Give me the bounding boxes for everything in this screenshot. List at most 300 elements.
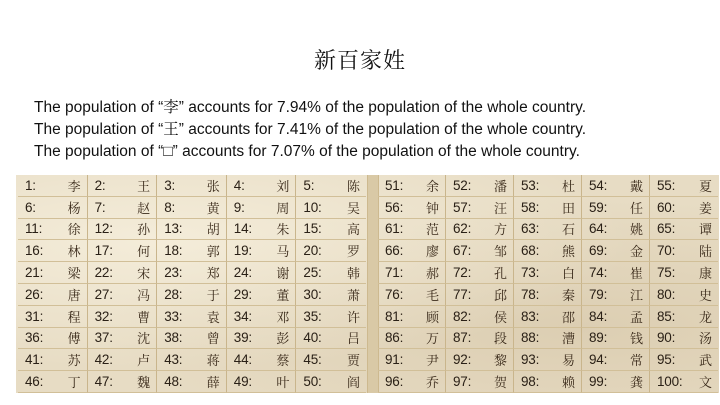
rank-number: 62: — [453, 221, 472, 237]
surname-cell — [88, 240, 158, 262]
surname-cell — [582, 262, 650, 284]
rank-number: 70: — [657, 243, 676, 259]
surname-character: 孙 — [137, 223, 151, 239]
rank-number: 42: — [94, 352, 113, 368]
rank-number: 90: — [657, 330, 676, 346]
surname-character: 吕 — [346, 332, 360, 348]
rank-number: 43: — [164, 352, 183, 368]
surname-character: 刘 — [276, 179, 290, 195]
rank-number: 89: — [589, 330, 608, 346]
surname-character: 崔 — [629, 267, 643, 283]
surname-character: 陈 — [346, 179, 360, 195]
rank-number: 72: — [453, 265, 472, 281]
surname-cell — [582, 349, 650, 371]
rank-number: 69: — [589, 243, 608, 259]
surname-cell — [157, 219, 227, 241]
surname-cell — [227, 240, 297, 262]
rank-number: 63: — [521, 221, 540, 237]
rank-number: 4: — [233, 177, 245, 193]
rank-number: 68: — [521, 243, 540, 259]
surname-character: 钱 — [629, 332, 643, 348]
surname-character: 宋 — [137, 267, 151, 283]
surname-cell — [157, 197, 227, 219]
rank-number: 58: — [521, 199, 540, 215]
surname-character: 胡 — [206, 223, 220, 239]
surname-cell — [378, 371, 446, 393]
surname-cell — [378, 328, 446, 350]
rank-number: 96: — [385, 374, 404, 390]
surname-cell — [650, 175, 718, 197]
surname-cell — [157, 371, 227, 393]
surname-character: 许 — [346, 310, 360, 326]
surname-character: 陆 — [698, 245, 712, 261]
page-title: 新百家姓 — [313, 49, 406, 74]
surname-cell — [378, 306, 446, 328]
rank-number: 53: — [521, 177, 540, 193]
surname-character: 马 — [276, 245, 290, 261]
surname-character: 高 — [346, 223, 360, 239]
surname-character: 程 — [67, 310, 81, 326]
rank-number: 95: — [657, 352, 676, 368]
surname-character: 白 — [561, 267, 575, 283]
rank-number: 78: — [521, 286, 540, 302]
surname-character: 易 — [561, 354, 575, 370]
surname-cell — [514, 175, 582, 197]
surname-cell — [582, 197, 650, 219]
surname-character: 薛 — [206, 376, 220, 392]
rank-number: 44: — [233, 352, 252, 368]
surname-character: 贾 — [346, 354, 360, 370]
surname-character: 于 — [206, 288, 220, 304]
statistics-text — [34, 97, 714, 163]
rank-number: 57: — [453, 199, 472, 215]
surname-cell — [227, 175, 297, 197]
surname-character: 杨 — [67, 201, 81, 217]
surname-cell — [88, 328, 158, 350]
surname-character: 姚 — [629, 223, 643, 239]
rank-number: 30: — [303, 286, 322, 302]
surname-cell — [650, 197, 718, 219]
surname-character: 袁 — [206, 310, 220, 326]
rank-number: 91: — [385, 352, 404, 368]
surname-cell — [446, 349, 514, 371]
rank-number: 21: — [25, 265, 44, 281]
surname-cell — [88, 262, 158, 284]
surname-cell — [88, 197, 158, 219]
surname-character: 唐 — [67, 288, 81, 304]
surname-cell — [514, 371, 582, 393]
surname-cell — [18, 328, 88, 350]
surname-cell — [227, 371, 297, 393]
rank-number: 11: — [25, 221, 43, 237]
surname-character: 段 — [493, 332, 507, 348]
surname-character: 范 — [425, 223, 439, 239]
surname-cell — [157, 328, 227, 350]
rank-number: 15: — [303, 221, 322, 237]
surname-cell — [582, 328, 650, 350]
rank-number: 25: — [303, 265, 322, 281]
surname-character: 漕 — [561, 332, 575, 348]
surname-character: 毛 — [425, 288, 439, 304]
rank-number: 94: — [589, 352, 608, 368]
rank-number: 88: — [521, 330, 540, 346]
surname-character: 万 — [425, 332, 439, 348]
surname-character: 江 — [629, 288, 643, 304]
surname-cell — [88, 306, 158, 328]
rank-number: 32: — [94, 308, 113, 324]
surname-cell — [378, 197, 446, 219]
surname-cell — [18, 371, 88, 393]
surname-character: 丁 — [67, 376, 81, 392]
rank-number: 86: — [385, 330, 404, 346]
surname-cell — [514, 328, 582, 350]
surname-cell — [18, 306, 88, 328]
surname-cell — [296, 197, 366, 219]
surname-cell — [446, 197, 514, 219]
rank-number: 12: — [94, 221, 113, 237]
surname-character: 彭 — [276, 332, 290, 348]
surname-cell — [650, 328, 718, 350]
rank-number: 33: — [164, 308, 183, 324]
rank-number: 2: — [94, 177, 106, 193]
rank-number: 50: — [303, 374, 322, 390]
surname-cell — [296, 306, 366, 328]
surname-character: 秦 — [561, 288, 575, 304]
rank-number: 24: — [233, 265, 252, 281]
statistic-line: The population of “李” accounts for 7.94% of the population of the whole country. — [34, 99, 587, 116]
surname-character: 蔡 — [276, 354, 290, 370]
surname-character: 谢 — [276, 267, 290, 283]
rank-number: 8: — [164, 199, 176, 215]
surname-cell — [296, 219, 366, 241]
surname-cell — [514, 197, 582, 219]
surname-cell — [446, 328, 514, 350]
surname-character: 龙 — [698, 310, 712, 326]
surname-cell — [446, 262, 514, 284]
surname-cell — [157, 284, 227, 306]
rank-number: 22: — [94, 265, 113, 281]
surname-table-image — [16, 175, 719, 393]
rank-number: 92: — [453, 352, 472, 368]
surname-character: 阎 — [346, 376, 360, 392]
surname-character: 钟 — [425, 201, 439, 217]
rank-number: 77: — [453, 286, 472, 302]
surname-character: 潘 — [493, 179, 507, 195]
rank-number: 52: — [453, 177, 472, 193]
surname-character: 史 — [698, 288, 712, 304]
rank-number: 73: — [521, 265, 540, 281]
surname-cell — [378, 175, 446, 197]
surname-character: 邱 — [493, 288, 507, 304]
surname-cell — [88, 219, 158, 241]
rank-number: 46: — [25, 374, 44, 390]
surname-character: 顾 — [425, 310, 439, 326]
rank-number: 82: — [453, 308, 472, 324]
surname-cell — [18, 349, 88, 371]
rank-number: 7: — [94, 199, 106, 215]
surname-character: 邓 — [276, 310, 290, 326]
rank-number: 83: — [521, 308, 540, 324]
surname-cell — [650, 219, 718, 241]
rank-number: 65: — [657, 221, 676, 237]
surname-cell — [227, 349, 297, 371]
rank-number: 13: — [164, 221, 183, 237]
surname-cell — [446, 240, 514, 262]
surname-cell — [582, 284, 650, 306]
rank-number: 93: — [521, 352, 540, 368]
surname-character: 侯 — [493, 310, 507, 326]
surname-cell — [446, 175, 514, 197]
rank-number: 45: — [303, 352, 322, 368]
surname-character: 林 — [67, 245, 81, 261]
surname-cell — [582, 175, 650, 197]
rank-number: 19: — [233, 243, 252, 259]
rank-number: 36: — [25, 330, 44, 346]
rank-number: 28: — [164, 286, 183, 302]
rank-number: 76: — [385, 286, 404, 302]
surname-character: 汤 — [698, 332, 712, 348]
surname-cell — [296, 349, 366, 371]
surname-cell — [18, 197, 88, 219]
surname-character: 熊 — [561, 245, 575, 261]
rank-number: 98: — [521, 374, 540, 390]
surname-cell — [378, 349, 446, 371]
surname-cell — [514, 262, 582, 284]
surname-cell — [650, 371, 718, 393]
rank-number: 5: — [303, 177, 315, 193]
surname-character: 魏 — [137, 376, 151, 392]
rank-number: 60: — [657, 199, 676, 215]
rank-number: 41: — [25, 352, 44, 368]
rank-number: 40: — [303, 330, 322, 346]
rank-number: 6: — [25, 199, 36, 215]
surname-cell — [157, 240, 227, 262]
statistic-line: The population of “□” accounts for 7.07% of the population of the whole country. — [34, 143, 580, 160]
rank-number: 71: — [385, 265, 404, 281]
surname-character: 任 — [629, 201, 643, 217]
surname-cell — [296, 175, 366, 197]
surname-character: 尹 — [425, 354, 439, 370]
surname-character: 沈 — [137, 332, 151, 348]
surname-character: 蒋 — [206, 354, 220, 370]
rank-number: 35: — [303, 308, 322, 324]
surname-character: 董 — [276, 288, 290, 304]
surname-cell — [378, 262, 446, 284]
rank-number: 37: — [94, 330, 113, 346]
rank-number: 84: — [589, 308, 608, 324]
rank-number: 34: — [233, 308, 252, 324]
surname-cell — [227, 284, 297, 306]
surname-cell — [18, 240, 88, 262]
surname-cell — [582, 240, 650, 262]
surname-cell — [296, 240, 366, 262]
surname-character: 赵 — [137, 201, 151, 217]
surname-cell — [227, 306, 297, 328]
rank-number: 87: — [453, 330, 472, 346]
surname-character: 武 — [698, 354, 712, 370]
surname-cell — [582, 306, 650, 328]
surname-character: 田 — [561, 201, 575, 217]
surname-character: 戴 — [629, 179, 643, 195]
surname-cell — [227, 328, 297, 350]
rank-number: 27: — [94, 286, 113, 302]
rank-number: 26: — [25, 286, 44, 302]
surname-cell — [18, 175, 88, 197]
rank-number: 47: — [94, 374, 113, 390]
surname-character: 金 — [629, 245, 643, 261]
surname-cell — [18, 219, 88, 241]
surname-cell — [227, 197, 297, 219]
rank-number: 18: — [164, 243, 183, 259]
surname-cell — [296, 262, 366, 284]
surname-character: 孟 — [629, 310, 643, 326]
surname-character: 梁 — [67, 267, 81, 283]
surname-character: 石 — [561, 223, 575, 239]
surname-cell — [157, 262, 227, 284]
surname-cell — [582, 371, 650, 393]
surname-character: 王 — [137, 179, 151, 195]
rank-number: 48: — [164, 374, 183, 390]
surname-character: 何 — [137, 245, 151, 261]
rank-number: 59: — [589, 199, 608, 215]
surname-character: 姜 — [698, 201, 712, 217]
rank-number: 97: — [453, 374, 472, 390]
surname-cell — [446, 371, 514, 393]
surname-character: 叶 — [276, 376, 290, 392]
surname-character: 黎 — [493, 354, 507, 370]
surname-character: 徐 — [67, 223, 81, 239]
rank-number: 29: — [233, 286, 252, 302]
surname-character: 黄 — [206, 201, 220, 217]
surname-character: 萧 — [346, 288, 360, 304]
rank-number: 85: — [657, 308, 676, 324]
surname-character: 郑 — [206, 267, 220, 283]
statistic-line: The population of “王” accounts for 7.41% of the population of the whole country. — [34, 121, 587, 138]
surname-character: 廖 — [425, 245, 439, 261]
surname-cell — [514, 240, 582, 262]
rank-number: 56: — [385, 199, 404, 215]
surname-cell — [446, 284, 514, 306]
surname-cell — [514, 349, 582, 371]
surname-character: 郭 — [206, 245, 220, 261]
surname-character: 余 — [425, 179, 439, 195]
rank-number: 39: — [233, 330, 252, 346]
surname-character: 谭 — [698, 223, 712, 239]
rank-number: 14: — [233, 221, 252, 237]
rank-number: 81: — [385, 308, 404, 324]
surname-character: 曾 — [206, 332, 220, 348]
rank-number: 20: — [303, 243, 322, 259]
surname-cell — [650, 284, 718, 306]
surname-character: 曹 — [137, 310, 151, 326]
surname-cell — [88, 371, 158, 393]
surname-character: 常 — [629, 354, 643, 370]
surname-character: 吴 — [346, 201, 360, 217]
surname-cell — [650, 262, 718, 284]
rank-number: 74: — [589, 265, 608, 281]
rank-number: 100: — [657, 374, 683, 390]
rank-number: 31: — [25, 308, 44, 324]
rank-number: 3: — [164, 177, 176, 193]
surname-character: 朱 — [276, 223, 290, 239]
surname-character: 张 — [206, 179, 220, 195]
surname-cell — [650, 349, 718, 371]
rank-number: 51: — [385, 177, 404, 193]
rank-number: 79: — [589, 286, 608, 302]
surname-cell — [157, 175, 227, 197]
surname-cell — [157, 349, 227, 371]
surname-cell — [582, 219, 650, 241]
surname-table-left — [18, 175, 366, 393]
surname-cell — [446, 219, 514, 241]
rank-number: 1: — [25, 177, 36, 193]
surname-cell — [227, 262, 297, 284]
surname-cell — [88, 349, 158, 371]
surname-character: 邵 — [561, 310, 575, 326]
surname-character: 冯 — [137, 288, 151, 304]
rank-number: 38: — [164, 330, 183, 346]
surname-character: 孔 — [493, 267, 507, 283]
rank-number: 9: — [233, 199, 245, 215]
surname-cell — [378, 240, 446, 262]
surname-cell — [18, 284, 88, 306]
surname-character: 汪 — [493, 201, 507, 217]
surname-character: 乔 — [425, 376, 439, 392]
rank-number: 66: — [385, 243, 404, 259]
surname-character: 郝 — [425, 267, 439, 283]
surname-character: 贺 — [493, 376, 507, 392]
surname-character: 夏 — [698, 179, 712, 195]
rank-number: 10: — [303, 199, 322, 215]
rank-number: 17: — [94, 243, 113, 259]
surname-cell — [88, 284, 158, 306]
surname-cell — [514, 284, 582, 306]
surname-character: 康 — [698, 267, 712, 283]
rank-number: 55: — [657, 177, 676, 193]
rank-number: 75: — [657, 265, 676, 281]
rank-number: 99: — [589, 374, 608, 390]
rank-number: 80: — [657, 286, 676, 302]
surname-character: 李 — [67, 179, 81, 195]
surname-cell — [88, 175, 158, 197]
surname-character: 周 — [276, 201, 290, 217]
rank-number: 49: — [233, 374, 252, 390]
rank-number: 54: — [589, 177, 608, 193]
surname-cell — [157, 306, 227, 328]
surname-cell — [378, 219, 446, 241]
surname-cell — [514, 306, 582, 328]
surname-character: 邹 — [493, 245, 507, 261]
surname-cell — [650, 306, 718, 328]
surname-cell — [296, 328, 366, 350]
surname-character: 傅 — [67, 332, 81, 348]
rank-number: 67: — [453, 243, 472, 259]
surname-cell — [18, 262, 88, 284]
surname-character: 方 — [493, 223, 507, 239]
surname-table-right — [378, 175, 718, 393]
rank-number: 23: — [164, 265, 183, 281]
surname-character: 赖 — [561, 376, 575, 392]
surname-character: 龚 — [629, 376, 643, 392]
surname-character: 文 — [698, 376, 712, 392]
surname-character: 卢 — [137, 354, 151, 370]
surname-cell — [296, 284, 366, 306]
surname-character: 罗 — [346, 245, 360, 261]
surname-cell — [514, 219, 582, 241]
rank-number: 64: — [589, 221, 608, 237]
surname-cell — [227, 219, 297, 241]
surname-cell — [378, 284, 446, 306]
